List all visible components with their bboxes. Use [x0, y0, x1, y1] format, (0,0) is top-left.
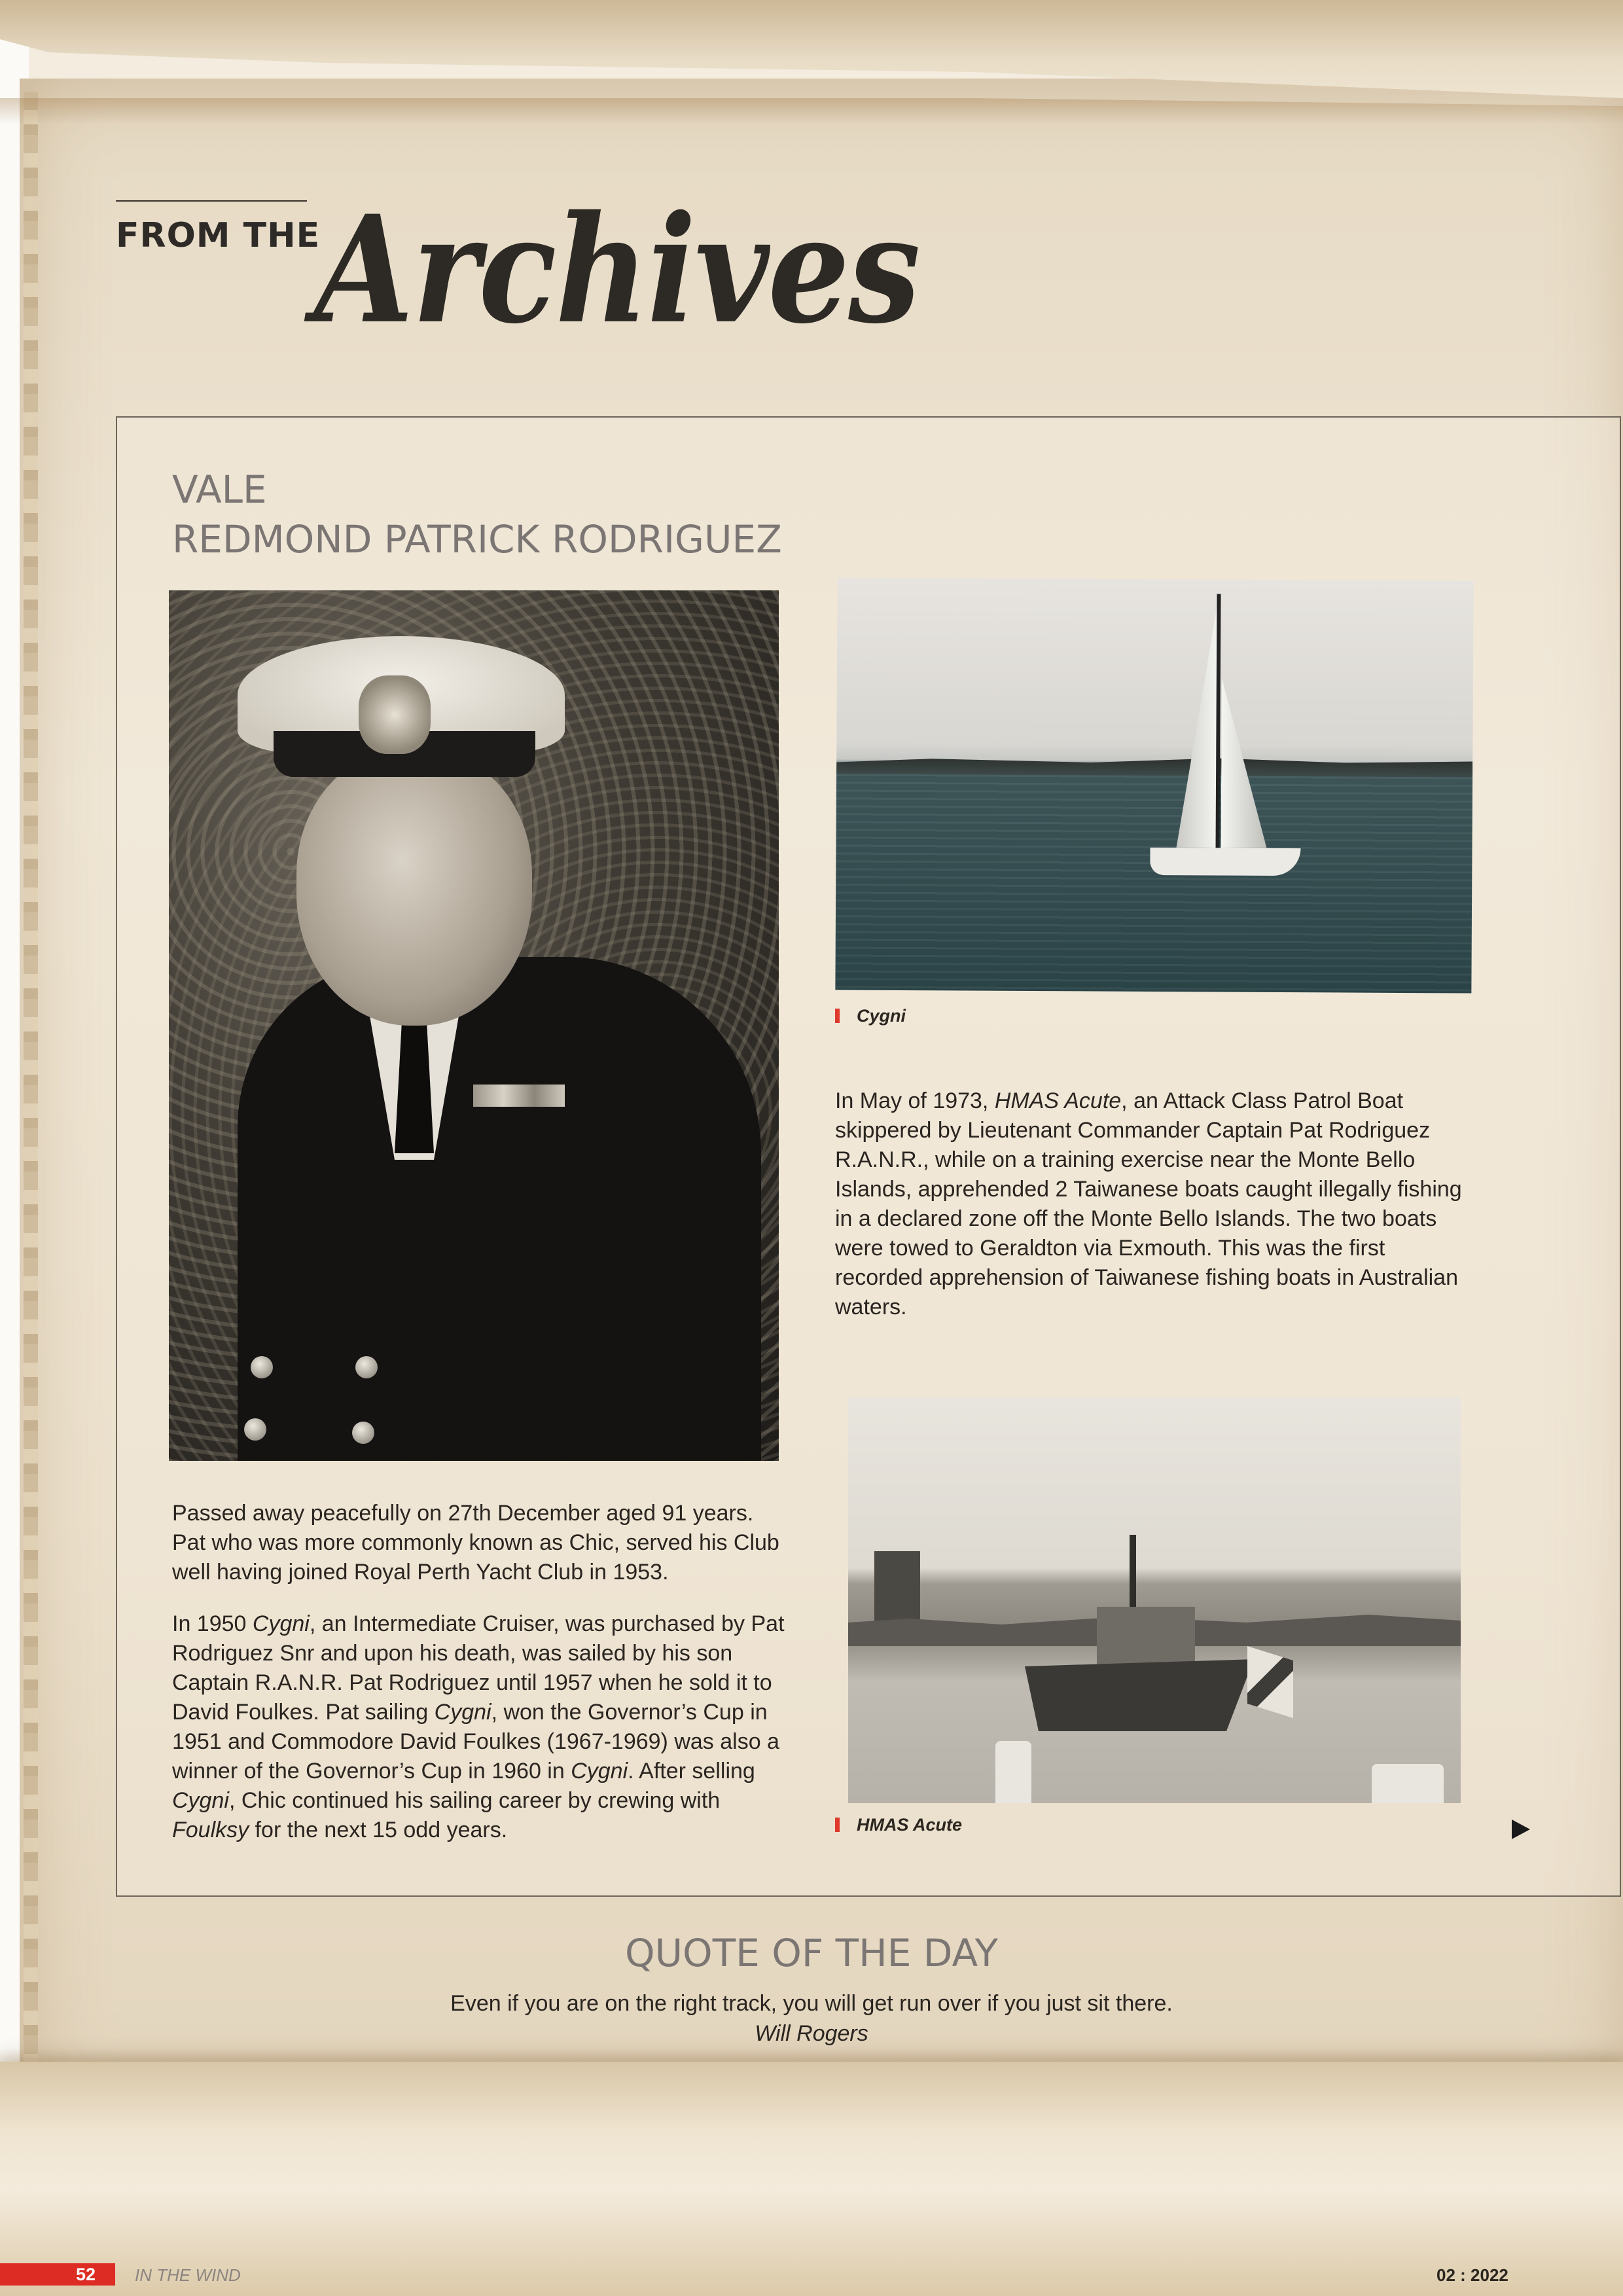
text-emphasis: Cygni — [172, 1788, 229, 1813]
jetty-bollard — [995, 1741, 1031, 1803]
text-emphasis: Cygni — [434, 1700, 491, 1725]
cygni-history-paragraph — [172, 1609, 791, 1845]
uniform-button — [355, 1356, 378, 1378]
officer-face — [296, 751, 532, 1026]
article-title-line2: REDMOND PATRICK RODRIGUEZ — [172, 517, 782, 562]
text-run: , won the Governor’s Cup in 1951 and Commodore David Foulkes (1967-1969) was also a winner of the Governor’s Cup in 1960 in — [172, 1700, 779, 1784]
mainsail — [1177, 599, 1219, 848]
uniform-button — [352, 1422, 374, 1444]
caption-marker-icon — [835, 1818, 840, 1832]
article-title — [172, 465, 782, 564]
text-emphasis: HMAS Acute — [994, 1088, 1122, 1113]
text-run: In May of 1973, — [835, 1088, 995, 1113]
page-number: 52 — [76, 2265, 96, 2284]
caption-acute — [835, 1815, 962, 1835]
issue-number: 02 : 2022 — [1436, 2265, 1508, 2285]
text-emphasis: Cygni — [252, 1611, 310, 1636]
obituary-paragraph: Passed away peacefully on 27th December aged 91 years. Pat who was more commonly known as Chic, served his Club well having joined Royal Perth Yacht Club in 1953. — [172, 1501, 779, 1585]
cygni-photo — [835, 577, 1473, 993]
text-emphasis: Cygni — [571, 1759, 628, 1784]
text-run: , Chic continued his sailing career by crewing with — [228, 1788, 721, 1813]
publication-name: IN THE WIND — [135, 2265, 241, 2285]
hmas-acute-photo — [848, 1397, 1461, 1803]
next-page-arrow-icon[interactable] — [1512, 1820, 1530, 1839]
right-column-text — [835, 1086, 1463, 1344]
patrol-boat-mast — [1130, 1535, 1136, 1613]
header-rule — [116, 200, 307, 202]
cap-badge-icon — [359, 675, 431, 754]
caption-cygni-text: Cygni — [857, 1006, 906, 1026]
caption-cygni — [835, 1006, 906, 1026]
text-run: In 1950 — [172, 1611, 253, 1636]
text-emphasis: Foulksy — [172, 1818, 249, 1842]
quote-heading: QUOTE OF THE DAY — [624, 1931, 999, 1975]
page-number-badge — [0, 2263, 115, 2286]
caption-marker-icon — [835, 1009, 840, 1023]
scroll-roll-bottom — [0, 2062, 1623, 2296]
patrol-boat-superstructure — [1097, 1607, 1195, 1666]
ensign-flag — [1247, 1646, 1293, 1718]
yacht-hull — [1150, 848, 1300, 876]
section-label: FROM THE — [116, 216, 321, 255]
caption-acute-text: HMAS Acute — [857, 1815, 963, 1835]
text-run: . After selling — [628, 1759, 755, 1784]
jetty-bollard — [1372, 1764, 1444, 1803]
section-title: Archives — [314, 183, 919, 357]
uniform-button — [244, 1418, 266, 1441]
quote-author: Will Rogers — [755, 2021, 868, 2046]
patrol-paragraph — [835, 1086, 1463, 1322]
patrol-boat-hull — [1025, 1659, 1254, 1731]
article-title-line1: VALE — [172, 467, 267, 512]
officer-uniform — [238, 957, 761, 1461]
text-run: , an Attack Class Patrol Boat skippered by Lieutenant Commander Captain Pat Rodriguez R.A.N.R., while on a training exercise near the Monte Bello Islands, apprehended 2 Taiwanese boats caught illegally fishing in a declared zone off the Monte Bello Islands. The two boats were towed to Geraldton via Exmouth. This was the first recorded apprehension of Taiwanese fishing boats in Australian waters. — [835, 1088, 1462, 1319]
torn-edge — [24, 92, 38, 2094]
quote-text: Even if you are on the right track, you will get run over if you just sit there. — [450, 1991, 1173, 2016]
medal-ribbon — [473, 1085, 565, 1107]
text-run: for the next 15 odd years. — [249, 1818, 508, 1842]
left-column-text — [172, 1499, 791, 1867]
portrait-photo — [169, 590, 779, 1461]
photo-water — [835, 774, 1472, 993]
text-run: , an Intermediate Cruiser, was purchased by Pat Rodriguez Snr and upon his death, was sailed by his son Captain R.A.N.R. Pat Rodriguez until 1957 when he sold it to David Foulkes. Pat sailing — [172, 1611, 785, 1725]
uniform-button — [251, 1356, 273, 1378]
